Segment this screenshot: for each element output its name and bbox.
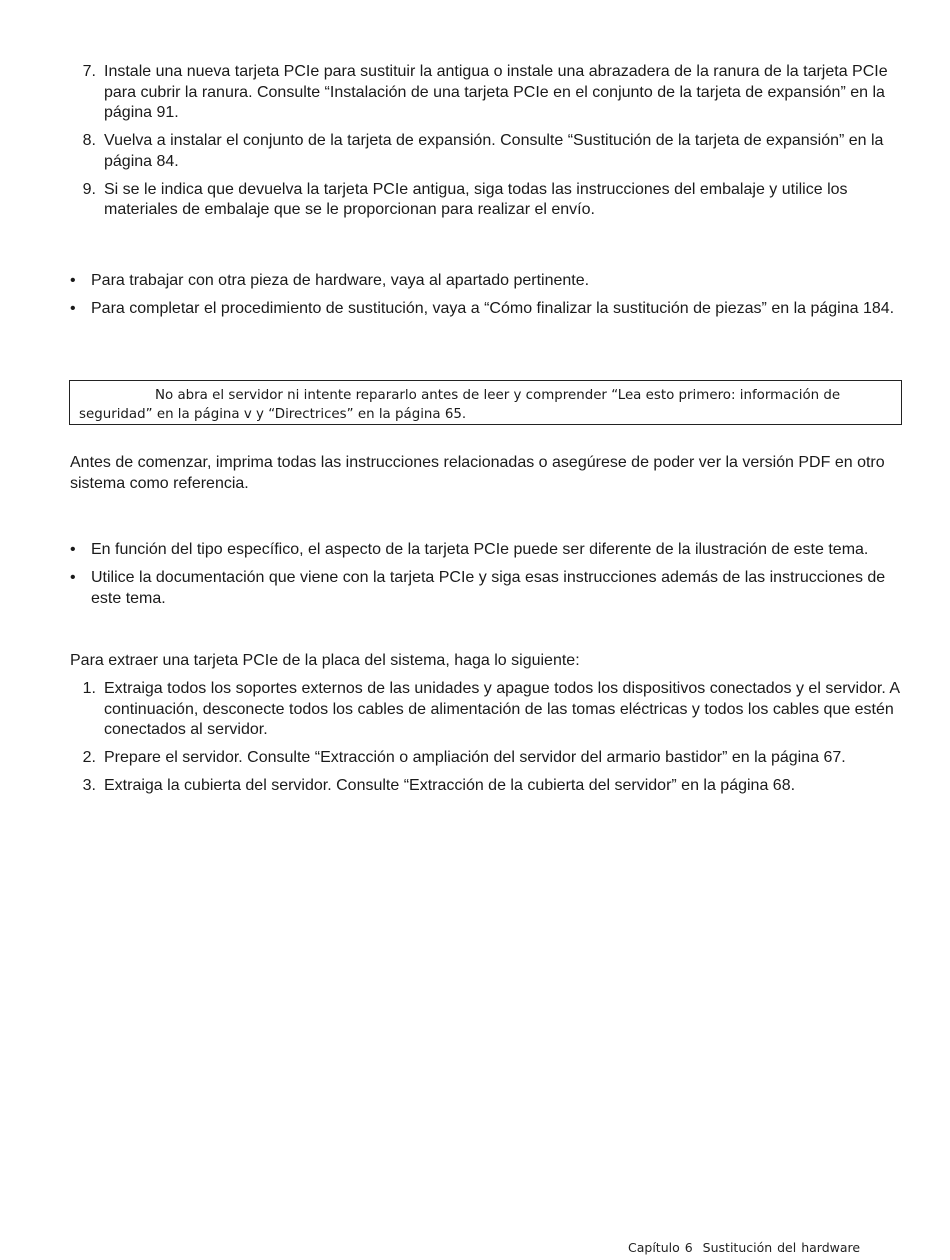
bullet-text: Para trabajar con otra pieza de hardware, vaya al apartado pertinente. [91, 272, 590, 289]
removal-steps-list [70, 679, 915, 804]
safety-notice-box [69, 380, 902, 425]
step-text: Extraiga todos los soportes externos de las unidades y apague todos los dispositivos conectados y el servidor. A continuación, desconecte todos los cables de alimentación de las tomas eléctricas y todos los cables que estén conectados al servidor. [104, 680, 900, 738]
bullet-text: En función del tipo específico, el aspecto de la tarjeta PCIe puede ser diferente de la ilustración de este tema. [91, 541, 869, 558]
notes-list [70, 540, 910, 617]
list-item [70, 180, 910, 221]
procedure-intro: Para extraer una tarjeta PCIe de la placa del sistema, haga lo siguiente: [70, 652, 580, 669]
step-number: 2. [82, 749, 96, 766]
list-item [70, 679, 915, 741]
bullet-icon: • [70, 272, 76, 289]
list-item [70, 131, 910, 172]
footer-chapter: Capítulo 6 [628, 1240, 693, 1255]
step-number: 7. [82, 63, 96, 80]
install-steps-list [70, 62, 910, 228]
step-text: Si se le indica que devuelva la tarjeta PCIe antigua, siga todas las instrucciones del embalaje y utilice los materiales de embalaje que se le proporcionan para realizar el envío. [104, 180, 848, 218]
intro-paragraph: Antes de comenzar, imprima todas las instrucciones relacionadas o asegúrese de poder ver la versión PDF en otro sistema como referencia. [70, 454, 885, 492]
bullet-icon: • [70, 300, 76, 317]
step-number: 1. [82, 680, 96, 697]
list-item [70, 62, 910, 124]
list-item [70, 748, 915, 769]
list-item [70, 299, 910, 320]
step-number: 9. [82, 180, 96, 198]
bullet-text: Utilice la documentación que viene con la tarjeta PCIe y siga esas instrucciones además de las instrucciones de este tema. [91, 569, 886, 607]
step-text: Vuelva a instalar el conjunto de la tarjeta de expansión. Consulte “Sustitución de la tarjeta de expansión” en la página 84. [104, 132, 884, 170]
list-item [70, 271, 910, 292]
list-item [70, 540, 910, 561]
step-text: Instale una nueva tarjeta PCIe para sustituir la antigua o instale una abrazadera de la ranura de la tarjeta PCIe para cubrir la ranura. Consulte “Instalación de una tarjeta PCIe en el conjunto de la tarjeta de expansión” en la página 91. [104, 63, 888, 121]
bullet-text: Para completar el procedimiento de sustitución, vaya a “Cómo finalizar la sustitución de piezas” en la página 184. [91, 300, 895, 317]
step-number: 3. [82, 777, 96, 794]
step-number: 8. [82, 132, 96, 149]
safety-notice-text: No abra el servidor ni intente repararlo antes de leer y comprender “Lea esto primero: información de seguridad” en la página v y “Directrices” en la página 65. [79, 388, 841, 422]
step-text: Prepare el servidor. Consulte “Extracción o ampliación del servidor del armario bastidor” en la página 67. [104, 749, 846, 766]
step-text: Extraiga la cubierta del servidor. Consulte “Extracción de la cubierta del servidor” en la página 68. [104, 777, 796, 794]
bullet-icon: • [70, 569, 76, 586]
next-steps-list [70, 271, 910, 327]
bullet-icon: • [70, 541, 76, 558]
list-item [70, 568, 910, 609]
page-footer [628, 1238, 860, 1259]
footer-section: Sustitución del hardware [702, 1240, 861, 1255]
list-item [70, 776, 915, 797]
